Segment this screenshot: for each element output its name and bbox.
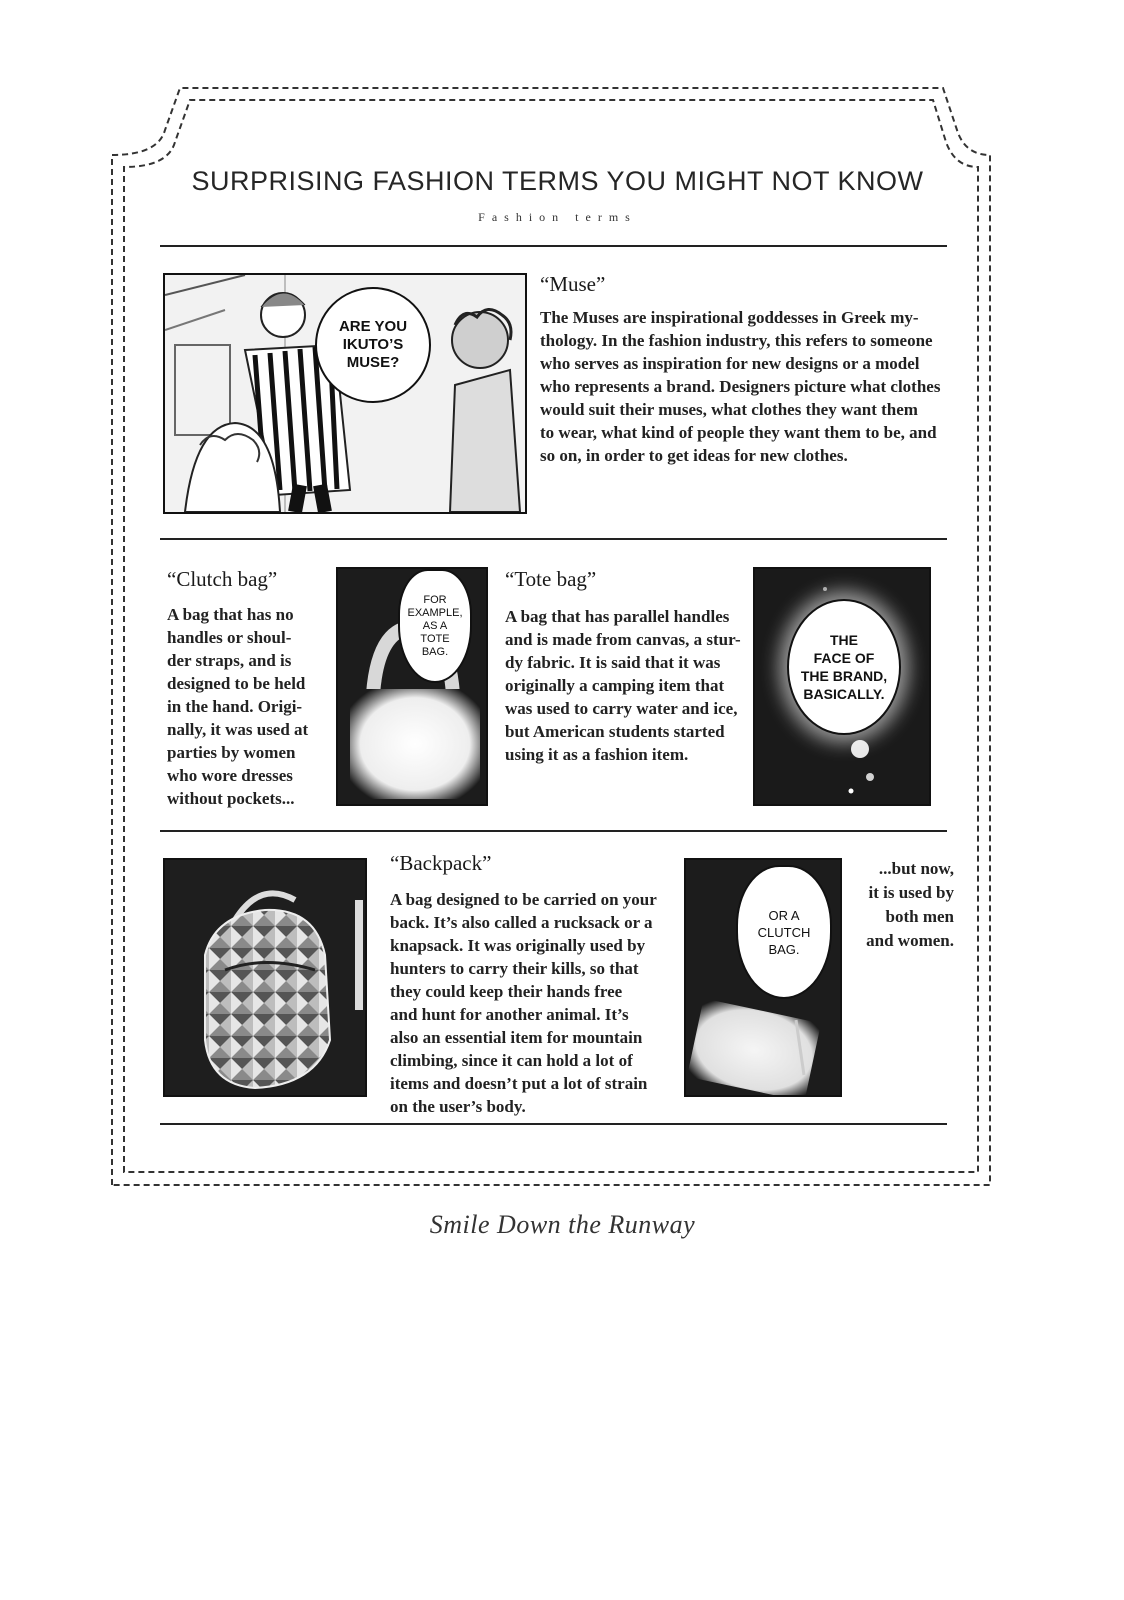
speech-bubble-tote	[398, 569, 472, 683]
bubble-line: AS A	[422, 619, 448, 632]
text-line: without pockets...	[167, 789, 295, 808]
text-line: ...but now,	[878, 859, 954, 878]
text-line: items and doesn’t put a lot of strain	[390, 1074, 648, 1093]
curly-hair-figure	[450, 309, 520, 512]
text-line: to wear, what kind of people they want them to be, and	[540, 423, 937, 442]
text-line: der straps, and is	[167, 651, 292, 670]
bubble-line: CLUTCH	[757, 924, 811, 940]
backpack-manga-panel	[163, 858, 367, 1097]
bubble-line: ARE YOU	[338, 318, 408, 335]
bubble-line: TOTE	[420, 632, 450, 645]
text-line: so on, in order to get ideas for new clothes.	[540, 446, 848, 465]
bubble-line: FOR	[423, 593, 447, 606]
text-line: using it as a fashion item.	[505, 745, 689, 764]
text-line: back. It’s also called a rucksack or a	[390, 913, 653, 932]
page-title: SURPRISING FASHION TERMS YOU MIGHT NOT KNOW	[191, 166, 924, 196]
tote-heading: “Tote bag”	[505, 567, 597, 591]
bubble-line: IKUTO’S	[342, 336, 404, 353]
muse-manga-panel	[163, 273, 527, 514]
text-line: The Muses are inspirational goddesses in Greek my-	[540, 308, 919, 327]
bubble-line: OR A	[768, 907, 800, 923]
text-line: dy fabric. It is said that it was	[505, 653, 721, 672]
tote-description	[505, 605, 755, 766]
speech-bubble-clutch	[736, 865, 832, 999]
text-line: nally, it was used at	[167, 720, 309, 739]
text-line: was used to carry water and ice,	[505, 699, 738, 718]
text-line: A bag that has parallel handles	[505, 607, 730, 626]
bubble-line: EXAMPLE,	[407, 606, 463, 619]
text-line: knapsack. It was originally used by	[390, 936, 646, 955]
text-line: designed to be held	[167, 674, 306, 693]
tote-manga-panel	[336, 567, 488, 806]
text-line: both men	[885, 907, 954, 926]
divider-top	[160, 245, 947, 247]
but-now-caption	[844, 857, 954, 953]
text-line: in the hand. Origi-	[167, 697, 303, 716]
text-line: would suit their muses, what clothes they want them	[540, 400, 918, 419]
backpack-illustration	[165, 860, 365, 1095]
backpack-description	[390, 888, 675, 1118]
bubble-line: BASICALLY.	[803, 686, 885, 702]
text-line: and women.	[866, 931, 954, 950]
divider-2	[160, 830, 947, 832]
text-line: handles or shoul-	[167, 628, 292, 647]
speech-bubble-brand	[787, 599, 901, 735]
text-line: and hunt for another animal. It’s	[390, 1005, 629, 1024]
text-line: parties by women	[167, 743, 296, 762]
text-line: A bag designed to be carried on your	[390, 890, 657, 909]
backpack-heading: “Backpack”	[390, 851, 492, 875]
text-line: also an essential item for mountain	[390, 1028, 643, 1047]
muse-description	[540, 306, 960, 467]
text-line: who wore dresses	[167, 766, 293, 785]
text-line: who represents a brand. Designers picture what clothes	[540, 377, 941, 396]
text-line: climbing, since it can hold a lot of	[390, 1051, 633, 1070]
bubble-line: MUSE?	[346, 354, 400, 371]
muse-heading: “Muse”	[540, 272, 606, 296]
text-line: it is used by	[868, 883, 954, 902]
text-line: thology. In the fashion industry, this refers to someone	[540, 331, 933, 350]
clutch-manga-panel	[684, 858, 842, 1097]
clutch-description	[167, 603, 337, 810]
brand-manga-panel	[753, 567, 931, 806]
text-line: A bag that has no	[167, 605, 294, 624]
divider-bottom	[160, 1123, 947, 1125]
text-line: and is made from canvas, a stur-	[505, 630, 741, 649]
text-line: on the user’s body.	[390, 1097, 526, 1116]
text-line: but American students started	[505, 722, 725, 741]
bubble-line: BAG.	[768, 941, 800, 957]
page-subtitle: Fashion terms	[478, 210, 637, 224]
bubble-line: FACE OF	[813, 650, 875, 666]
divider-1	[160, 538, 947, 540]
text-line: they could keep their hands free	[390, 982, 623, 1001]
clutch-heading: “Clutch bag”	[167, 567, 278, 591]
series-logo: Smile Down the Runway	[429, 1210, 696, 1239]
speech-bubble-muse	[315, 287, 431, 403]
text-line: who serves as inspiration for new designs or a model	[540, 354, 920, 373]
bubble-line: THE BRAND,	[800, 668, 888, 684]
text-line: originally a camping item that	[505, 676, 725, 695]
bubble-line: THE	[830, 632, 858, 648]
text-line: hunters to carry their kills, so that	[390, 959, 639, 978]
bubble-line: BAG.	[421, 645, 449, 658]
